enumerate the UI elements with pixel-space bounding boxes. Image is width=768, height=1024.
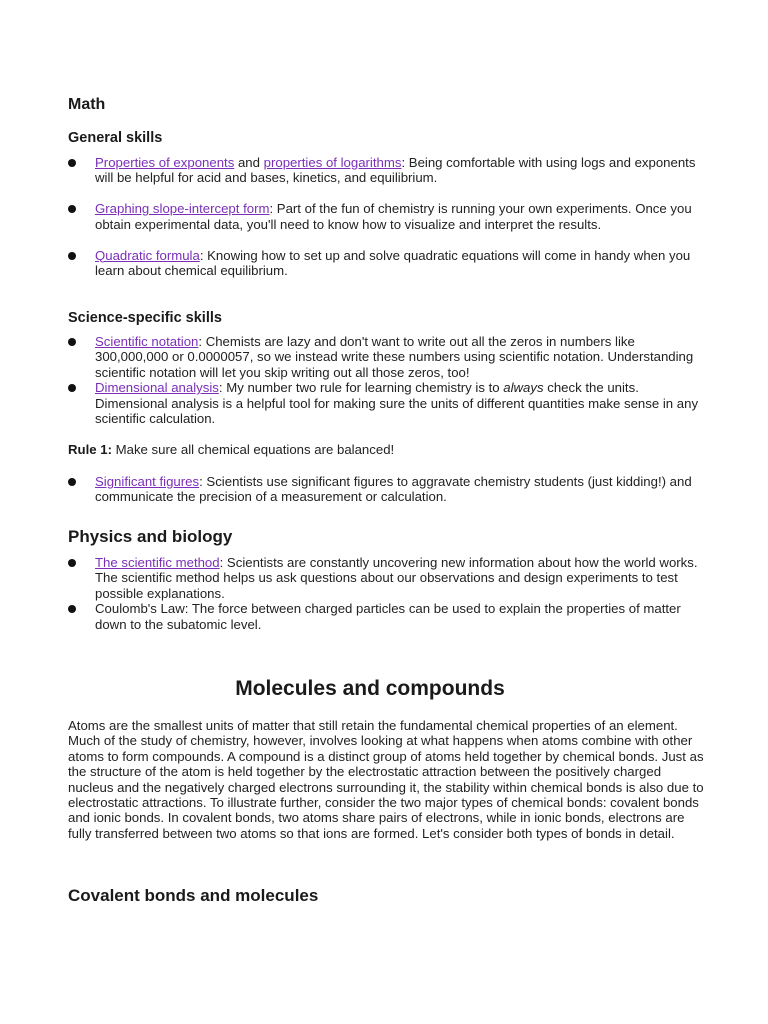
dimensional-analysis-link[interactable]: Dimensional analysis: [95, 380, 219, 396]
list-item: Significant figures: Scientists use significant figures to aggravate chemistry students (just kidding!) and communicate the precision of a measurement or calculation.: [68, 474, 704, 505]
graphing-slope-intercept-link[interactable]: Graphing slope-intercept form: [95, 201, 270, 217]
bullet-icon: [68, 338, 76, 346]
list-item: Quadratic formula: Knowing how to set up and solve quadratic equations will come in handy when you learn about chemical equilibrium.: [68, 248, 704, 279]
science-skills-heading: Science-specific skills: [68, 310, 222, 326]
bullet-icon: [68, 159, 76, 167]
properties-of-exponents-link[interactable]: Properties of exponents: [95, 155, 235, 170]
physics-biology-heading: Physics and biology: [68, 527, 233, 546]
science-skills-list: [68, 334, 704, 426]
bullet-icon: [68, 605, 76, 613]
list-item: Properties of exponents and properties of logarithms: Being comfortable with using logs and exponents will be helpful for acid and bases, kinetics, and equilibrium.: [68, 155, 704, 186]
physics-biology-list: [68, 555, 704, 632]
bullet-icon: [68, 559, 76, 567]
general-skills-list: [68, 155, 704, 278]
list-item: Graphing slope-intercept form: Part of the fun of chemistry is running your own experiments. Once you obtain experimental data, you'll need to know how to visualize and interpret the results.: [68, 201, 704, 232]
scientific-notation-link[interactable]: Scientific notation: [95, 334, 199, 349]
molecules-compounds-title: Molecules and compounds: [235, 677, 505, 700]
sigfig-list: [68, 474, 704, 505]
quadratic-formula-link[interactable]: Quadratic formula: [95, 247, 200, 263]
math-heading: Math: [68, 96, 106, 113]
scientific-method-link[interactable]: The scientific method: [95, 555, 220, 570]
bullet-icon: [68, 478, 76, 486]
list-item: Scientific notation: Chemists are lazy and don't want to write out all the zeros in numbers like 300,000,000 or 0.0000057, so we instead write these numbers using scientific notation. Understanding scientific notation will let you skip writing out all those zeros, too!: [68, 334, 704, 380]
molecules-paragraph: Atoms are the smallest units of matter that still retain the fundamental chemical properties of an element. Much of the study of chemistry, however, involves looking at what happens when atoms combine with other atoms to form compounds. A compound is a distinct group of atoms held together by chemical bonds. Just as the structure of the atom is held together by the electrostatic attraction between the positively charged nucleus and the negatively charged electrons surrounding it, the stability within chemical bonds is also due to electrostatic attractions. To illustrate further, consider the two major types of chemical bonds: covalent bonds and ionic bonds. In covalent bonds, two atoms share pairs of electrons, while in ionic bonds, electrons are fully transferred between two atoms so that ions are formed. Let's consider both types of bonds in detail.: [68, 718, 704, 841]
rule-1-text: Rule 1: Make sure all chemical equations are balanced!: [68, 442, 395, 457]
list-item: The scientific method: Scientists are constantly uncovering new information about how the world works. The scientific method helps us ask questions about our observations and design experiments to test possible explanations.: [68, 555, 704, 601]
list-item: Dimensional analysis: My number two rule for learning chemistry is to always check the units. Dimensional analysis is a helpful tool for making sure the units of different quantities make sense in any scientific calculation.: [68, 380, 704, 426]
bullet-icon: [68, 252, 76, 260]
significant-figures-link[interactable]: Significant figures: [95, 474, 200, 489]
general-skills-heading: General skills: [68, 130, 163, 146]
list-item: Coulomb's Law: The force between charged particles can be used to explain the properties of matter down to the subatomic level.: [68, 601, 704, 632]
bullet-icon: [68, 205, 76, 213]
covalent-bonds-heading: Covalent bonds and molecules: [68, 886, 319, 905]
bullet-icon: [68, 384, 76, 392]
properties-of-logarithms-link[interactable]: properties of logarithms: [263, 155, 402, 170]
